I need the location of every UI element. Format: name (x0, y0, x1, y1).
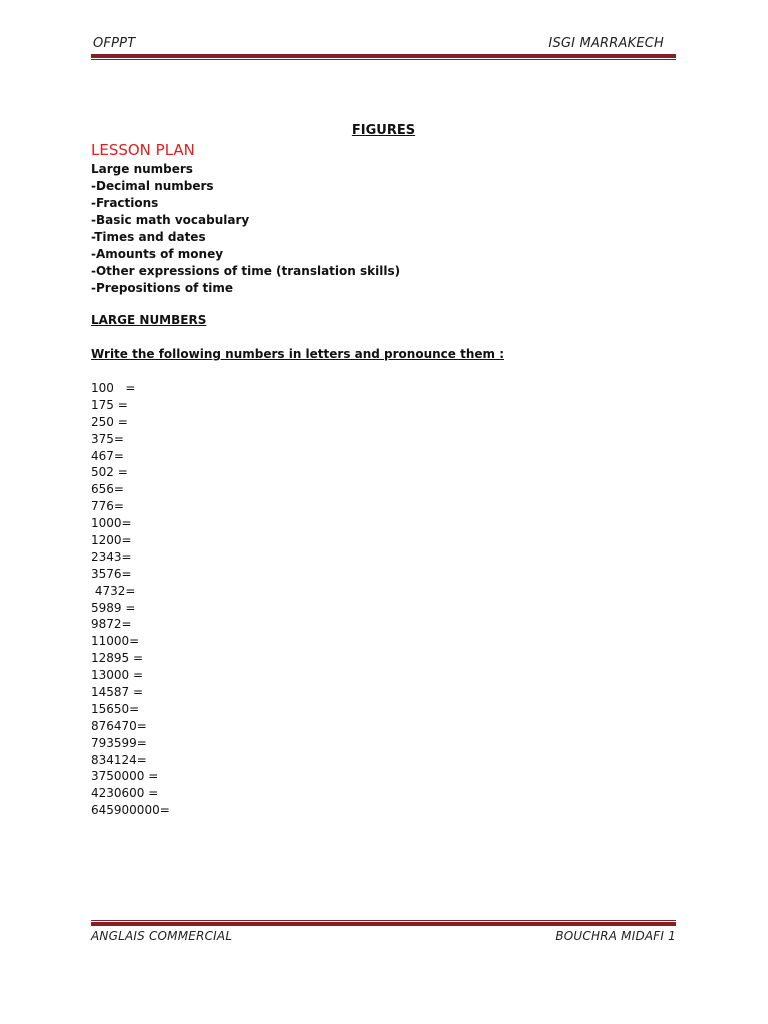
header-right-text: ISGI MARRAKECH (548, 36, 664, 51)
page-footer (91, 920, 676, 950)
lesson-plan-item: -Amounts of money (91, 247, 224, 261)
number-item: 4732= (91, 583, 136, 598)
number-item: 1000= (91, 516, 132, 531)
number-item: 100 = (91, 381, 136, 395)
header-rule-thin (91, 59, 676, 60)
number-item: 4230600 = (91, 786, 159, 801)
number-item: 793599= (91, 735, 147, 750)
lesson-plan-item: -Other expressions of time (translation skills) (91, 264, 401, 278)
numbers-list (91, 380, 170, 819)
number-item: 1200= (91, 533, 132, 548)
lesson-plan-item: -Prepositions of time (91, 281, 234, 295)
lesson-plan-item: Large numbers (91, 162, 193, 176)
number-item: 5989 = (91, 600, 136, 615)
number-item: 11000= (91, 634, 140, 649)
lesson-plan-item: -Times and dates (91, 230, 206, 244)
number-item: 834124= (91, 752, 147, 767)
footer-rule-thick (91, 922, 676, 926)
header-left-text: OFPPT (93, 36, 136, 51)
number-item: 14587 = (91, 685, 144, 700)
exercise-instruction: Write the following numbers in letters and pronounce them : (91, 347, 505, 361)
number-item: 250 = (91, 414, 128, 429)
number-item: 9872= (91, 617, 132, 632)
number-item: 3576= (91, 566, 132, 581)
number-item: 876470= (91, 718, 147, 733)
number-item: 2343= (91, 549, 132, 564)
lesson-plan-heading: LESSON PLAN (91, 141, 195, 159)
page-title: FIGURES (351, 123, 416, 138)
number-item: 15650= (91, 701, 140, 716)
page-header (91, 34, 676, 62)
section-heading: LARGE NUMBERS (91, 313, 207, 327)
lesson-plan-item: -Fractions (91, 196, 159, 210)
number-item: 13000 = (91, 668, 144, 683)
footer-right-text: BOUCHRA MIDAFI 1 (555, 929, 676, 943)
number-item: 375= (91, 431, 124, 446)
number-item: 175 = (91, 397, 128, 412)
footer-rule-thin (91, 920, 676, 921)
number-item: 656= (91, 482, 124, 497)
footer-rule (91, 920, 676, 926)
header-rule-thick (91, 54, 676, 58)
footer-left-text: ANGLAIS COMMERCIAL (91, 929, 233, 943)
number-item: 776= (91, 499, 124, 514)
number-item: 12895 = (91, 651, 144, 666)
number-item: 502 = (91, 465, 128, 480)
lesson-plan-item: -Decimal numbers (91, 179, 214, 193)
header-rule (91, 54, 676, 60)
lesson-plan-item: -Basic math vocabulary (91, 213, 250, 227)
number-item: 645900000= (91, 803, 170, 818)
number-item: 467= (91, 448, 124, 463)
lesson-plan-list (91, 161, 400, 297)
number-item: 3750000 = (91, 769, 159, 784)
